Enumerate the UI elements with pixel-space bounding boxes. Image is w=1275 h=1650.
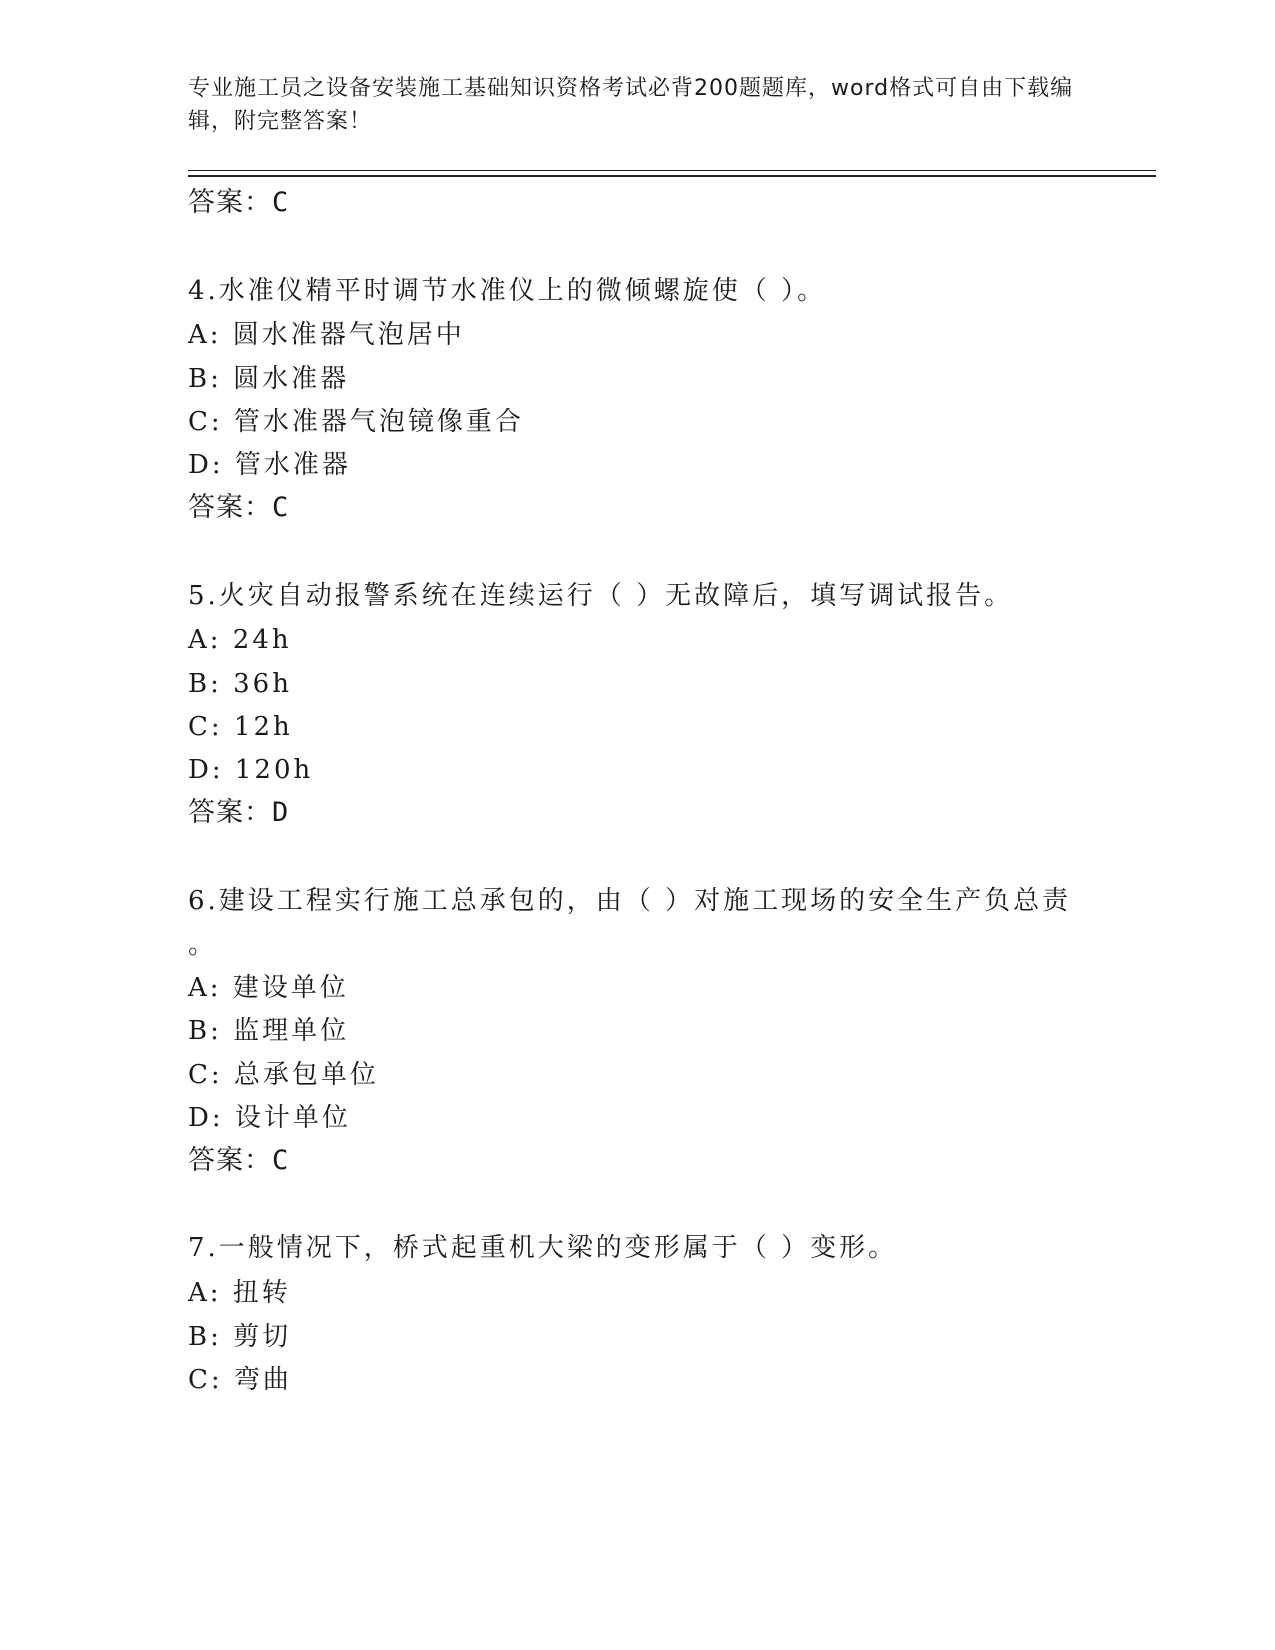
answer-value: C — [272, 492, 290, 523]
document-header: 专业施工员之设备安装施工基础知识资格考试必背200题题库，word格式可自由下载编辑，附完整答案！ — [188, 76, 1074, 134]
answer-value: C — [272, 1145, 290, 1176]
question-6-option-b: B: 监理单位 — [188, 1016, 350, 1046]
answer-value: D — [272, 797, 290, 828]
question-7-option-b: B: 剪切 — [188, 1322, 292, 1352]
question-5-option-d: D: 120h — [188, 755, 314, 785]
question-7-stem: 7.一般情况下，桥式起重机大梁的变形属于（ ）变形。 — [188, 1233, 898, 1263]
answer-label: 答案： — [188, 1145, 272, 1176]
question-6-option-d: D: 设计单位 — [188, 1103, 351, 1133]
question-6-stem-continued: 。 — [188, 930, 218, 960]
question-4-stem: 4.水准仪精平时调节水准仪上的微倾螺旋使（ ）。 — [188, 276, 827, 306]
question-5-answer — [188, 796, 289, 830]
question-4-option-d: D: 管水准器 — [188, 450, 351, 480]
question-6-option-c: C: 总承包单位 — [188, 1060, 379, 1090]
question-7-option-a: A: 扭转 — [188, 1278, 291, 1308]
question-5-option-c: C: 12h — [188, 712, 293, 742]
question-6-answer — [188, 1144, 289, 1178]
question-4-answer — [188, 491, 289, 525]
question-6-stem: 6.建设工程实行施工总承包的，由（ ）对施工现场的安全生产负总责 — [188, 886, 1072, 916]
question-5-stem: 5.火灾自动报警系统在连续运行（ ）无故障后，填写调试报告。 — [188, 581, 1014, 611]
question-7-option-c: C: 弯曲 — [188, 1365, 292, 1395]
question-4-option-c: C: 管水准器气泡镜像重合 — [188, 407, 524, 437]
answer-label: 答案： — [188, 492, 272, 523]
header-divider-thin — [188, 170, 1156, 171]
question-5-option-a: A: 24h — [188, 625, 292, 655]
question-5-option-b: B: 36h — [188, 669, 292, 699]
header-divider-thick — [188, 175, 1156, 177]
answer-label: 答案： — [188, 797, 272, 828]
answer-value: C — [272, 187, 290, 218]
prev-answer — [188, 186, 289, 220]
question-6-option-a: A: 建设单位 — [188, 973, 349, 1003]
question-4-option-a: A: 圆水准器气泡居中 — [188, 320, 465, 350]
question-4-option-b: B: 圆水准器 — [188, 364, 350, 394]
answer-label: 答案： — [188, 187, 272, 218]
